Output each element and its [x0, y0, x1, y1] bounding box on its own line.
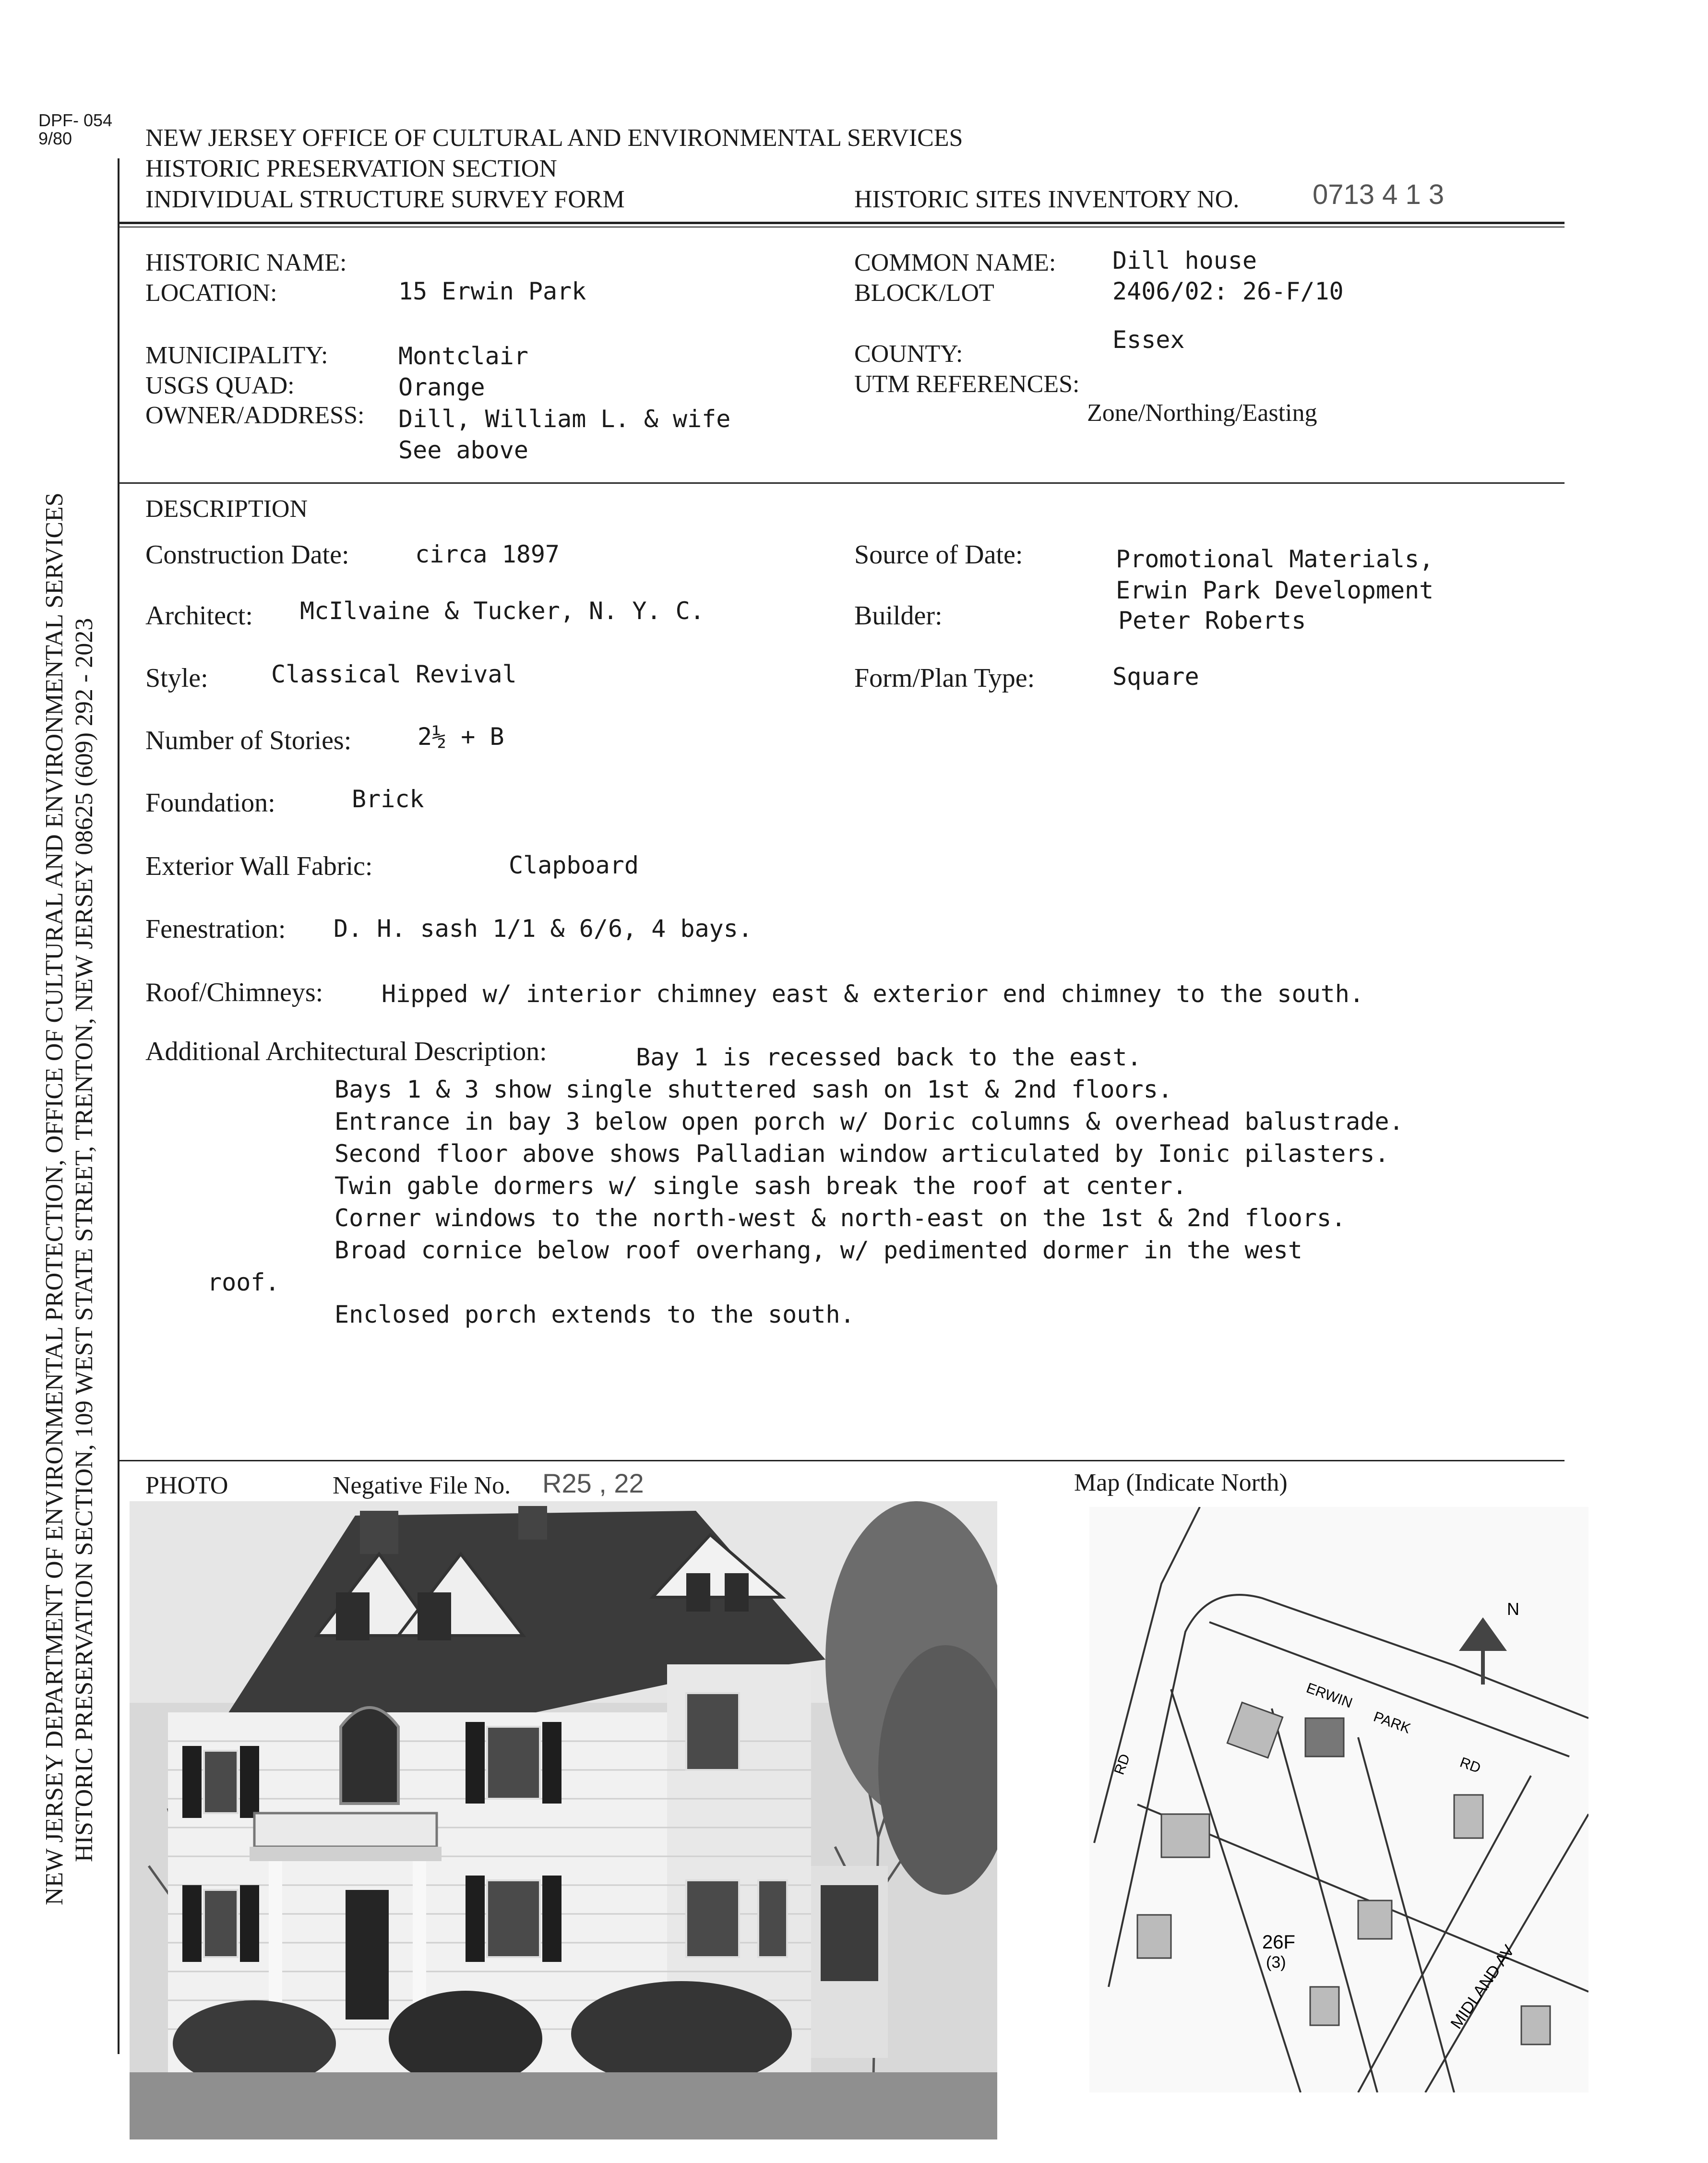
architect-value: McIlvaine & Tucker, N. Y. C.	[300, 597, 705, 625]
map-label: Map (Indicate North)	[1074, 1469, 1288, 1496]
additional-line: Corner windows to the north-west & north-east on the 1st & 2nd floors.	[334, 1204, 1346, 1232]
usgs-quad-label: USGS QUAD:	[145, 372, 295, 399]
construction-date-value: circa 1897	[415, 540, 560, 568]
map-illustration	[1089, 1507, 1589, 2092]
block-lot-value: 2406/02: 26-F/10	[1112, 277, 1344, 305]
location-label: LOCATION:	[145, 279, 277, 307]
construction-date-label: Construction Date:	[145, 540, 349, 570]
inventory-label: HISTORIC SITES INVENTORY NO.	[854, 186, 1240, 213]
fenestration-value: D. H. sash 1/1 & 6/6, 4 bays.	[334, 915, 752, 943]
additional-description-label: Additional Architectural Description:	[145, 1037, 547, 1066]
description-heading: DESCRIPTION	[145, 495, 308, 523]
usgs-quad-value: Orange	[398, 373, 485, 401]
north-label: N	[1507, 1599, 1519, 1619]
source-of-date-label: Source of Date:	[854, 540, 1023, 570]
form-code-number: DPF- 054	[38, 110, 113, 130]
additional-line: Second floor above shows Palladian window articulated by Ionic pilasters.	[334, 1140, 1389, 1168]
header-rule	[118, 222, 1565, 224]
roof-value: Hipped w/ interior chimney east & exterior end chimney to the south.	[382, 980, 1364, 1008]
map-street-rd-west: RD	[1111, 1752, 1134, 1777]
map-street-erwin: ERWIN	[1304, 1680, 1355, 1711]
form-plan-label: Form/Plan Type:	[854, 663, 1035, 693]
common-name-label: COMMON NAME:	[854, 249, 1056, 276]
additional-line: Bays 1 & 3 show single shuttered sash on 1st & 2nd floors.	[334, 1076, 1172, 1103]
municipality-value: Montclair	[398, 342, 528, 370]
owner-value: Dill, William L. & wife	[398, 405, 731, 433]
block-lot-label: BLOCK/LOT	[854, 279, 994, 307]
foundation-value: Brick	[352, 785, 424, 813]
additional-line: Twin gable dormers w/ single sash break the roof at center.	[334, 1172, 1187, 1200]
map-lot-sub: (3)	[1266, 1953, 1286, 1972]
additional-line: Entrance in bay 3 below open porch w/ Doric columns & overhead balustrade.	[334, 1108, 1404, 1135]
form-code	[38, 111, 112, 148]
common-name-value: Dill house	[1112, 247, 1257, 275]
style-value: Classical Revival	[271, 660, 517, 688]
map-street-midland: MIDLAND AV	[1447, 1942, 1518, 2032]
style-label: Style:	[145, 663, 208, 693]
utm-label: UTM REFERENCES:	[854, 370, 1080, 398]
location-value: 15 Erwin Park	[398, 277, 586, 305]
additional-description-first: Bay 1 is recessed back to the east.	[636, 1043, 1142, 1071]
map-street-park: PARK	[1371, 1709, 1413, 1737]
location-map	[1089, 1507, 1589, 2092]
fenestration-label: Fenestration:	[145, 914, 286, 944]
identification-rule	[118, 482, 1565, 484]
negative-file-number: R25 , 22	[542, 1468, 644, 1498]
sidebar-address-line: HISTORIC PRESERVATION SECTION, 109 WEST STATE STREET, TRENTON, NEW JERSEY 08625 (609) 292 - 2023	[71, 618, 98, 1862]
additional-description-lines	[334, 1077, 1404, 1270]
foundation-label: Foundation:	[145, 788, 275, 818]
utm-subheading: Zone/Northing/Easting	[1087, 399, 1317, 427]
source-of-date-line2: Erwin Park Development	[1116, 576, 1434, 604]
house-photo	[130, 1501, 997, 2139]
map-lot-number: 26F	[1262, 1932, 1295, 1953]
map-street-rd: RD	[1457, 1754, 1483, 1777]
builder-value: Peter Roberts	[1118, 607, 1306, 634]
form-title: INDIVIDUAL STRUCTURE SURVEY FORM	[145, 186, 625, 213]
sidebar-department-line: NEW JERSEY DEPARTMENT OF ENVIRONMENTAL PROTECTION, OFFICE OF CULTURAL AND ENVIRONMENTAL SERVICES	[41, 492, 68, 1905]
photo-label: PHOTO	[145, 1472, 228, 1499]
form-code-date: 9/80	[38, 128, 72, 148]
roof-label: Roof/Chimneys:	[145, 978, 323, 1007]
builder-label: Builder:	[854, 601, 943, 631]
wall-fabric-label: Exterior Wall Fabric:	[145, 851, 373, 881]
source-of-date-line1: Promotional Materials,	[1116, 545, 1434, 573]
owner-address-value: See above	[398, 436, 528, 464]
description-rule	[118, 1460, 1565, 1461]
agency-name: NEW JERSEY OFFICE OF CULTURAL AND ENVIRONMENTAL SERVICES	[145, 124, 963, 152]
owner-label: OWNER/ADDRESS:	[145, 402, 365, 429]
stories-value: 2½ + B	[418, 723, 504, 751]
form-plan-value: Square	[1112, 663, 1199, 691]
architect-label: Architect:	[145, 601, 253, 631]
section-name: HISTORIC PRESERVATION SECTION	[145, 155, 557, 182]
county-value: Essex	[1112, 326, 1185, 354]
historic-name-label: HISTORIC NAME:	[145, 249, 347, 276]
wall-fabric-value: Clapboard	[509, 851, 639, 879]
left-margin-rule	[118, 158, 119, 2054]
additional-description-last: Enclosed porch extends to the south.	[334, 1301, 855, 1328]
negative-file-label: Negative File No.	[333, 1472, 511, 1499]
stories-label: Number of Stories:	[145, 726, 352, 755]
inventory-number: 0713 4 1 3	[1313, 179, 1445, 210]
municipality-label: MUNICIPALITY:	[145, 342, 328, 369]
additional-description-wrap: roof.	[207, 1268, 280, 1296]
house-illustration	[130, 1501, 997, 2139]
county-label: COUNTY:	[854, 340, 963, 368]
additional-line: Broad cornice below roof overhang, w/ pedimented dormer in the west	[334, 1236, 1302, 1264]
